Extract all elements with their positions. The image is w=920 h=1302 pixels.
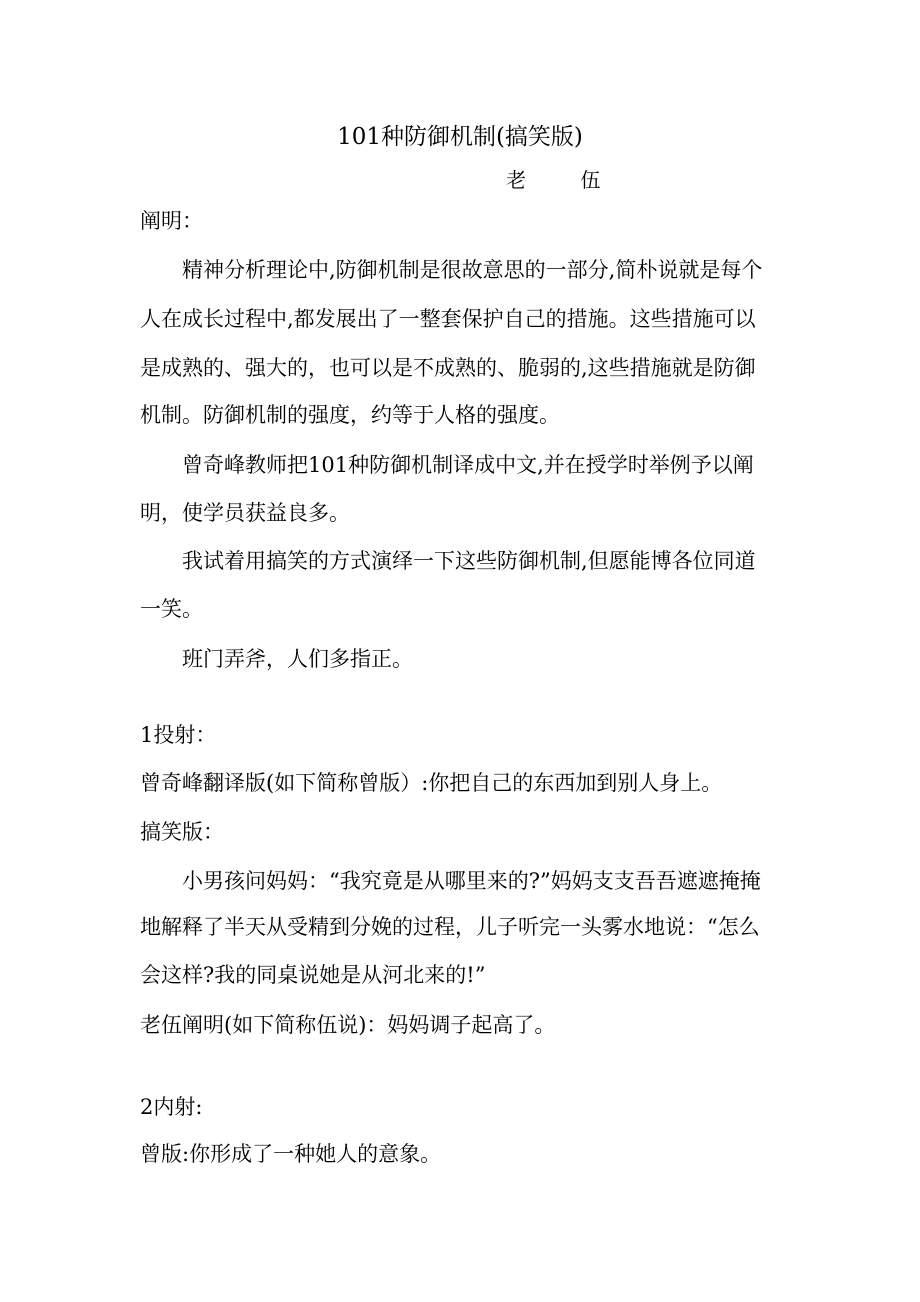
preface-line: 我试着用搞笑的方式演绎一下这些防御机制,但愿能博各位同道	[182, 549, 756, 573]
funny-story-line: 地解释了半天从受精到分娩的过程，儿子听完一头雾水地说：“怎么	[140, 915, 760, 939]
zeng-version-text: 曾奇峰翻译版(如下简称曾版）:你把自己的东西加到别人身上。	[140, 771, 723, 795]
preface-heading: 阐明：	[140, 209, 203, 233]
funny-story-line: 小男孩问妈妈：“我究竟是从哪里来的?”妈妈支支吾吾遮遮掩掩	[182, 869, 761, 893]
preface-line: 一笑。	[140, 597, 203, 621]
wu-note-text: 老伍阐明(如下简称伍说)：妈妈调子起高了。	[140, 1013, 556, 1037]
preface-line: 曾奇峰教师把101种防御机制译成中文,并在授学时举例予以阐	[182, 453, 754, 477]
funny-story-line: 会这样?我的同桌说她是从河北来的!”	[140, 963, 486, 987]
preface-line: 精神分析理论中,防御机制是很故意思的一部分,简朴说就是每个	[182, 258, 763, 282]
section-heading: 2内射:	[140, 1095, 203, 1119]
author-name: 老 伍	[506, 168, 625, 192]
document-title: 101种防御机制(搞笑版)	[337, 124, 583, 150]
funny-version-label: 搞笑版：	[140, 820, 224, 844]
preface-line: 人在成长过程中,都发展出了一整套保护自己的措施。这些措施可以	[140, 307, 756, 331]
preface-line: 是成熟的、强大的，也可以是不成熟的、脆弱的,这些措施就是防御	[140, 356, 756, 380]
preface-line: 机制。防御机制的强度，约等于人格的强度。	[140, 403, 560, 427]
preface-line: 班门弄斧，人们多指正。	[182, 647, 413, 671]
zeng-version-text: 曾版:你形成了一种她人的意象。	[140, 1142, 442, 1166]
preface-line: 明，使学员获益良多。	[140, 501, 350, 525]
section-heading: 1投射：	[140, 723, 217, 747]
